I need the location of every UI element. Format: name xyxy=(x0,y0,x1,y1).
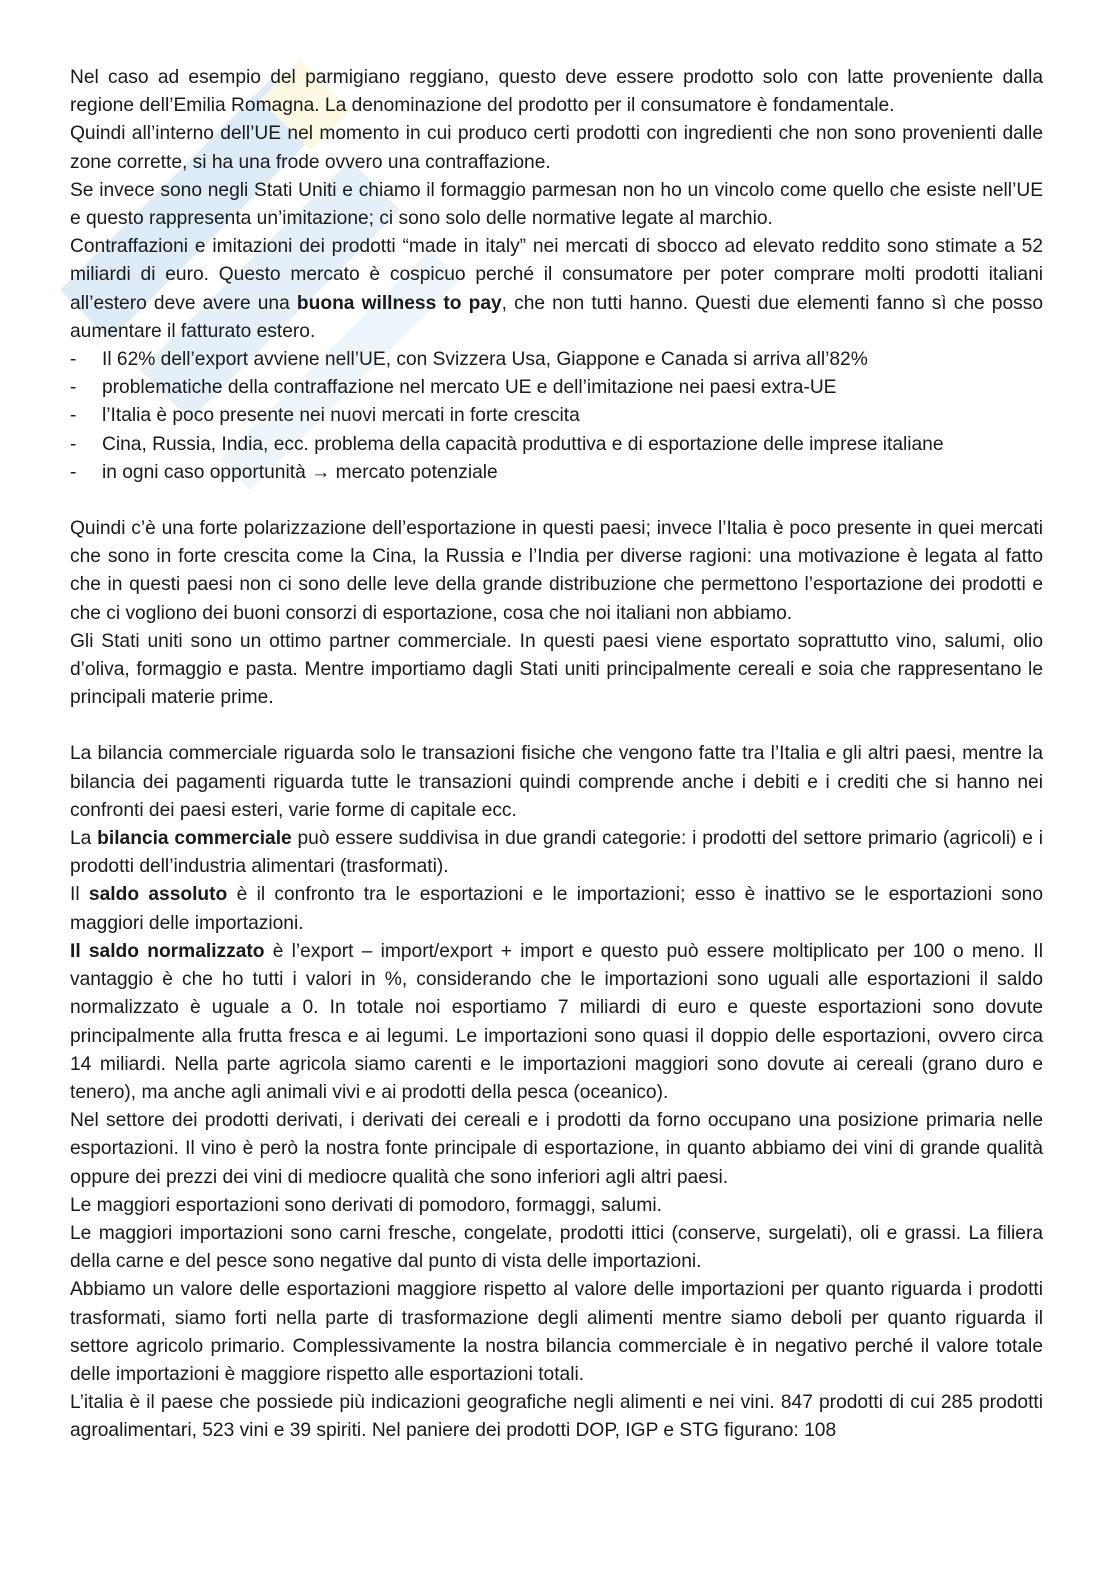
paragraph: Quindi all’interno dell’UE nel momento in cui produco certi prodotti con ingredienti che non sono provenienti dalle zone corrette, si ha una frode ovvero una contraffazione. xyxy=(70,123,1043,173)
text-run: Contraffazioni e imitazioni dei prodotti “made in italy” nei mercati di sbocco ad elevato reddito sono stimate a 52 miliardi di euro. Questo mercato è cospicuo perché il consumatore per poter comprare molti prodotti italiani all’estero deve avere una xyxy=(70,236,1043,314)
paragraph: Le maggiori importazioni sono carni fresche, congelate, prodotti ittici (conserve, surgelati), oli e grassi. La filiera della carne e del pesce sono negative dal punto di vista delle importazioni. xyxy=(70,1222,1043,1273)
text-run: è il confronto tra le esportazioni e le importazioni; esso è inattivo se le esportazioni sono maggiori delle importazioni. xyxy=(70,884,1044,934)
list-item xyxy=(70,402,1043,430)
list-item-text: problematiche della contraffazione nel mercato UE e dell’imitazione nei paesi extra-UE xyxy=(102,377,837,399)
paragraph: Le maggiori esportazioni sono derivati di pomodoro, formaggi, salumi. xyxy=(70,1194,662,1216)
text-run: può essere suddivisa in due grandi categorie: i prodotti del settore primario (agricoli) e i prodotti dell’industria alimentari (trasformati). xyxy=(70,828,1043,878)
list-item xyxy=(70,346,1043,374)
text-run: La xyxy=(70,828,98,850)
text-run: è l’export – import/export + import e questo può essere moltiplicato per 100 o meno. Il vantaggio è che ho tutti i valori in %, considerando che le importazioni sono uguali alle esportazioni il saldo normalizzato è uguale a 0. In totale noi esportiamo 7 miliardi di euro e queste esportazioni sono dovute principalmente alla frutta fresca e ai legumi. Le importazioni sono quasi il doppio delle esportazioni, ovvero circa 14 miliardi. Nella parte agricola siamo carenti e le importazioni maggiori sono dovute ai cereali (grano duro e tenero), ma anche agli animali vivi e ai prodotti della pesca (oceanico). xyxy=(70,940,1043,1103)
dash-marker: - xyxy=(70,433,77,455)
bullet-list xyxy=(70,346,1043,487)
bold-term: buona willness to pay xyxy=(296,292,502,314)
bold-term: Il saldo normalizzato xyxy=(70,940,265,962)
blank-line xyxy=(70,712,1043,740)
bold-term: bilancia commerciale xyxy=(97,828,292,850)
paragraph: Abbiamo un valore delle esportazioni maggiore rispetto al valore delle importazioni per quanto riguarda i prodotti trasformati, siamo forti nella parte di trasformazione degli alimenti mentre siamo deboli per quanto riguarda il settore agricolo primario. Complessivamente la nostra bilancia commerciale è in negativo perché il valore totale delle importazioni è maggiore rispetto alle esportazioni totali. xyxy=(70,1279,1043,1385)
paragraph: Nel settore dei prodotti derivati, i derivati dei cereali e i prodotti da forno occupano una posizione primaria nelle esportazioni. Il vino è però la nostra fonte principale di esportazione, in quanto abbiamo dei vini di grande qualità oppure dei prezzi dei vini di mediocre qualità che sono inferiori agli altri paesi. xyxy=(70,1110,1043,1188)
paragraph: Nel caso ad esempio del parmigiano reggiano, questo deve essere prodotto solo con latte proveniente dalla regione dell’Emilia Romagna. La denominazione del prodotto per il consumatore è fondamentale. xyxy=(70,67,1043,117)
paragraph xyxy=(70,938,1043,1107)
paragraph xyxy=(70,825,1043,881)
paragraph: La bilancia commerciale riguarda solo le transazioni fisiche che vengono fatte tra l’Italia e gli altri paesi, mentre la bilancia dei pagamenti riguarda tutte le transazioni quindi comprende anche i debiti e i crediti che si hanno nei confronti dei paesi esteri, varie forme di capitale ecc. xyxy=(70,743,1043,821)
dash-marker: - xyxy=(70,349,77,371)
dash-marker: - xyxy=(70,405,77,427)
list-item xyxy=(70,374,1043,402)
document-body xyxy=(70,64,1043,1446)
list-item-text: Il 62% dell’export avviene nell’UE, con Svizzera Usa, Giappone e Canada si arriva all’82% xyxy=(102,349,868,371)
paragraph xyxy=(70,881,1043,937)
dash-marker: - xyxy=(70,461,77,483)
list-item xyxy=(70,459,1043,487)
bold-term: saldo assoluto xyxy=(88,884,228,906)
list-item-text: in ogni caso opportunità → mercato potenziale xyxy=(102,461,498,483)
blank-line xyxy=(70,487,1043,515)
paragraph: Quindi c’è una forte polarizzazione dell’esportazione in questi paesi; invece l’Italia è poco presente in quei mercati che sono in forte crescita come la Cina, la Russia e l’India per diverse ragioni: una motivazione è legata al fatto che in questi paesi non ci sono delle leve della grande distribuzione che permettono l’esportazione dei prodotti e che ci vogliono dei buoni consorzi di esportazione, cosa che noi italiani non abbiamo. xyxy=(70,518,1043,624)
list-item-text: Cina, Russia, India, ecc. problema della capacità produttiva e di esportazione delle imprese italiane xyxy=(102,433,944,455)
paragraph: L’italia è il paese che possiede più indicazioni geografiche negli alimenti e nei vini. 847 prodotti di cui 285 prodotti agroalimentari, 523 vini e 39 spiriti. Nel paniere dei prodotti DOP, IGP e STG figurano: 108 xyxy=(70,1392,1043,1442)
list-item-text: l’Italia è poco presente nei nuovi mercati in forte crescita xyxy=(102,405,580,427)
paragraph: Gli Stati uniti sono un ottimo partner commerciale. In questi paesi viene esportato soprattutto vino, salumi, olio d’oliva, formaggio e pasta. Mentre importiamo dagli Stati uniti principalmente cereali e soia che rappresentano le principali materie prime. xyxy=(70,630,1043,709)
text-run: Il xyxy=(70,884,89,906)
paragraph: Se invece sono negli Stati Uniti e chiamo il formaggio parmesan non ho un vincolo come quello che esiste nell’UE e questo rappresenta un’imitazione; ci sono solo delle normative legate al marchio. xyxy=(70,179,1043,230)
list-item xyxy=(70,431,1043,459)
dash-marker: - xyxy=(70,377,77,399)
text-run: , che non tutti hanno. Questi due elementi fanno sì che posso aumentare il fatturato estero. xyxy=(70,292,1044,342)
paragraph xyxy=(70,233,1043,346)
